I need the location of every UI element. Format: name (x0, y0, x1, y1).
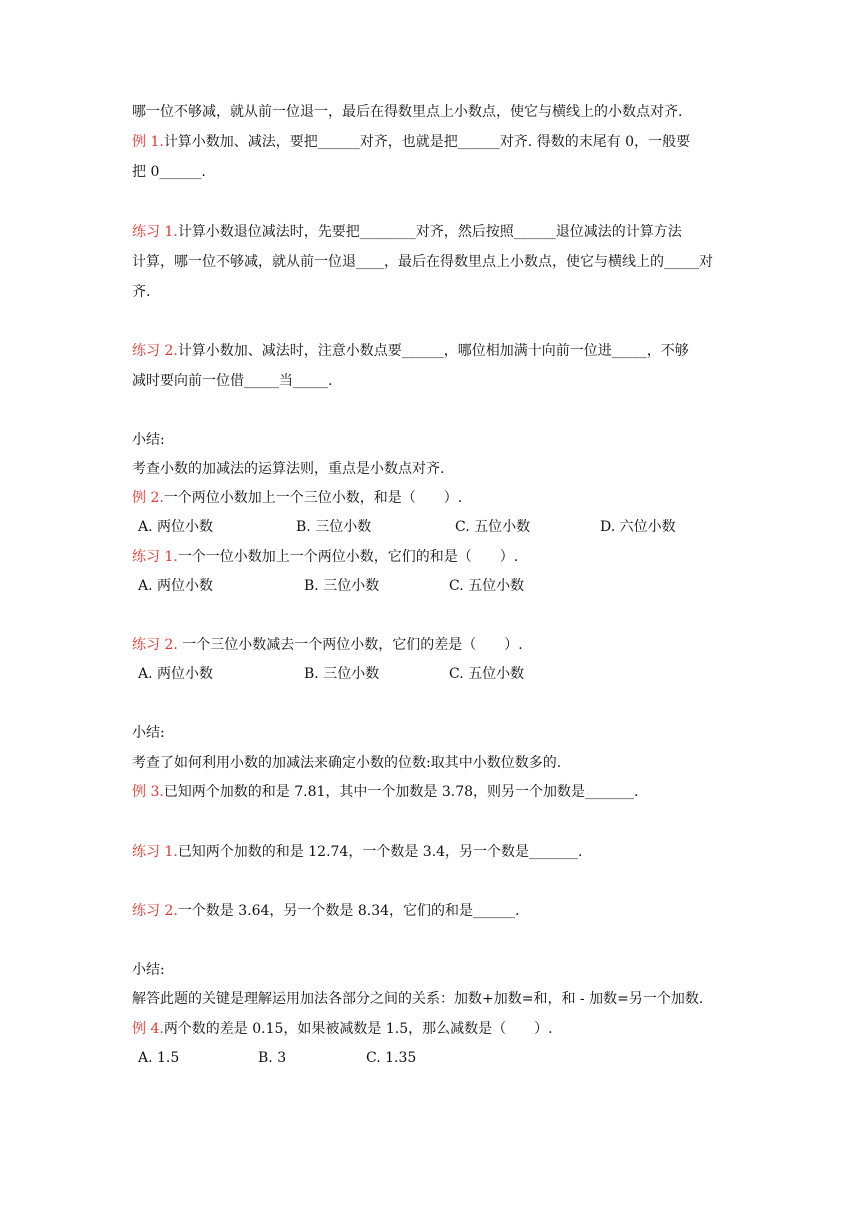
example-4-line (132, 1020, 553, 1038)
summary-heading (132, 961, 165, 979)
summary-text (132, 990, 703, 1008)
line-text: 考查小数的加减法的运算法则，重点是小数点对齐. (132, 461, 445, 477)
practice-label: 练习 1. (132, 549, 178, 565)
practice-1-line (132, 223, 682, 241)
line-text: 两个数的差是 0.15，如果被减数是 1.5，那么减数是（ ）. (163, 1021, 553, 1037)
practice-2-line (132, 636, 523, 654)
line-text: 解答此题的关键是理解运用加法各部分之间的关系：加数+加数=和，和 - 加数=另一个加数. (132, 991, 704, 1007)
summary-heading (132, 431, 165, 449)
practice-label: 练习 1. (132, 844, 178, 860)
line-text: 已知两个加数的和是 7.81，其中一个加数是 3.78，则另一个加数是_______. (163, 784, 639, 800)
text-line (132, 283, 150, 301)
practice-2-line (132, 902, 520, 920)
example-label: 例 3. (132, 784, 164, 800)
line-text: 小结: (132, 432, 165, 448)
text-line (132, 372, 332, 390)
line-text: 考查了如何利用小数的加减法来确定小数的位数:取其中小数位数多的. (132, 755, 562, 771)
practice-1-line (132, 843, 583, 861)
example-1-line (132, 133, 690, 151)
practice-label: 练习 2. (132, 637, 178, 653)
line-text: 哪一位不够减，就从前一位退一，最后在得数里点上小数点，使它与横线上的小数点对齐. (132, 104, 683, 120)
line-text: 已知两个加数的和是 12.74，一个数是 3.4，另一个数是_______. (177, 844, 583, 860)
practice-2-line (132, 342, 689, 360)
practice-label: 练习 2. (132, 343, 178, 359)
example-3-line (132, 783, 639, 801)
choice-b: B. 三位小数 (304, 578, 380, 594)
choice-a: A. 两位小数 (138, 519, 214, 535)
summary-text (132, 460, 444, 478)
practice-label: 练习 2. (132, 903, 178, 919)
line-text: 计算小数加、减法，要把______对齐，也就是把______对齐. 得数的末尾有 0，一般要 (163, 134, 691, 150)
summary-heading (132, 724, 165, 742)
choice-b: B. 三位小数 (296, 519, 372, 535)
choice-c: C. 五位小数 (455, 519, 531, 535)
line-text: 计算小数退位减法时，先要把________对齐，然后按照______退位减法的计算方法 (177, 224, 682, 240)
text-line (132, 163, 206, 181)
example-2-line (132, 489, 462, 507)
choice-b: B. 3 (258, 1050, 287, 1066)
line-text: 一个数是 3.64，另一个数是 8.34，它们的和是______. (177, 903, 520, 919)
example-label: 例 1. (132, 134, 164, 150)
practice-1-line (132, 548, 518, 566)
choice-d: D. 六位小数 (600, 519, 676, 535)
line-text: 齐. (132, 284, 151, 300)
line-text: 小结: (132, 725, 165, 741)
text-line (132, 253, 713, 271)
line-text: 减时要向前一位借_____当_____. (132, 373, 333, 389)
example-label: 例 2. (132, 490, 164, 506)
line-text: 小结: (132, 962, 165, 978)
summary-text (132, 754, 561, 772)
choice-a: A. 两位小数 (138, 666, 214, 682)
choice-a: A. 1.5 (138, 1050, 180, 1066)
practice-label: 练习 1. (132, 224, 178, 240)
choice-a: A. 两位小数 (138, 578, 214, 594)
line-text: 计算小数加、减法时，注意小数点要______，哪位相加满十向前一位进_____，不够 (177, 343, 689, 359)
text-line (132, 103, 682, 121)
line-text: 一个三位小数减去一个两位小数，它们的差是（ ）. (177, 637, 523, 653)
line-text: 一个两位小数加上一个三位小数，和是（ ）. (163, 490, 463, 506)
line-text: 计算，哪一位不够减，就从前一位退____，最后在得数里点上小数点，使它与横线上的_____对 (132, 254, 713, 270)
choice-b: B. 三位小数 (304, 666, 380, 682)
line-text: 一个一位小数加上一个两位小数，它们的和是（ ）. (177, 549, 519, 565)
example-label: 例 4. (132, 1021, 164, 1037)
choice-c: C. 五位小数 (449, 666, 525, 682)
choice-c: C. 1.35 (366, 1050, 417, 1066)
line-text: 把 0______. (132, 164, 206, 180)
choice-c: C. 五位小数 (449, 578, 525, 594)
